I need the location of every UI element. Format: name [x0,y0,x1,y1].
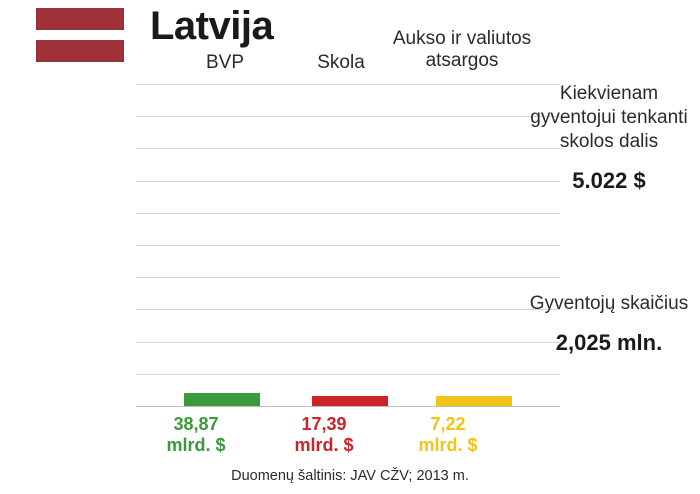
gridline [136,181,560,182]
gridline [136,277,560,278]
bar-value-gdp: 38,87 [173,414,219,434]
flag-band-middle [36,30,124,41]
chart-plot-area [136,84,560,406]
column-header-debt: Skola [317,52,365,73]
bar-debt [312,396,388,406]
flag-band-bottom [36,40,124,62]
stat-debt-per-capita-value: 5.022 $ [572,168,646,193]
gridline [136,116,560,117]
column-header-gdp: BVP [205,52,245,73]
axis-baseline [136,406,560,407]
gridline [136,309,560,310]
stat-debt-per-capita [524,82,694,194]
bar-value-debt: 17,39 [301,414,347,434]
stat-population-caption: Gyventojų skaičius [529,293,689,314]
gridline [136,245,560,246]
bar-unit-debt: mlrd. $ [294,435,354,455]
column-header-reserves-line1: Aukso ir valiutos [392,28,532,49]
bar-unit-gdp: mlrd. $ [166,435,226,455]
bar-value-reserves: 7,22 [430,414,466,434]
bar-label-reserves [400,414,496,456]
bar-label-debt [276,414,372,456]
bar-unit-reserves: mlrd. $ [418,435,478,455]
page-title: Latvija [150,4,274,48]
gridline [136,84,560,85]
flag-band-top [36,8,124,30]
stat-debt-per-capita-caption: Kiekvienam gyventojui tenkanti skolos dalis [530,83,688,152]
gridline [136,374,560,375]
gridline [136,342,560,343]
gridline [136,213,560,214]
stat-population-value: 2,025 mln. [555,330,663,355]
bar-label-gdp [148,414,244,456]
stat-population [524,292,694,356]
bar-gdp [184,393,260,406]
latvia-flag-icon [36,8,124,62]
column-header-reserves-line2: atsargos [425,50,499,71]
source-note: Duomenų šaltinis: JAV CŽV; 2013 m. [231,468,469,484]
gridline [136,148,560,149]
column-header-reserves [372,28,552,72]
bar-reserves [436,396,512,406]
